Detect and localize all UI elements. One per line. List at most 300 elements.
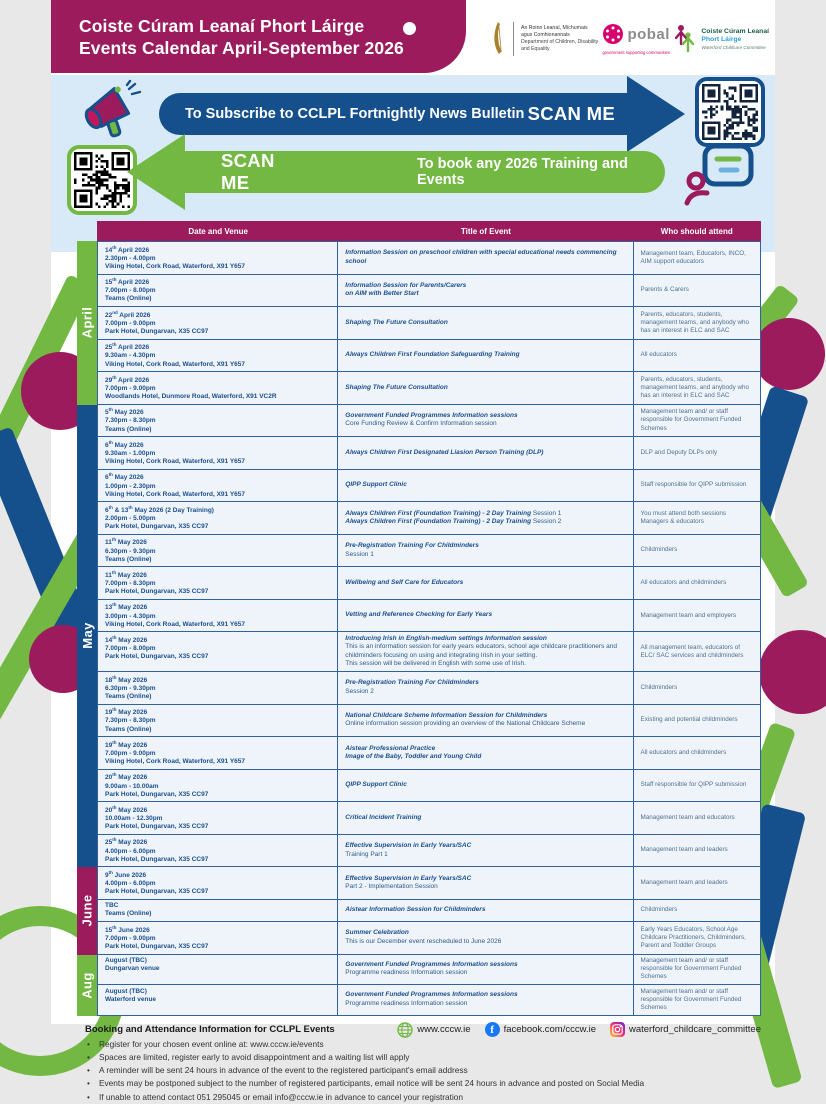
social-link-label: waterford_childcare_committee	[628, 1024, 761, 1036]
event-title-line: Vetting and Reference Checking for Early Years	[345, 611, 493, 619]
booking-banner-text: To book any 2026 Training and Events	[416, 156, 628, 188]
event-venue: Teams (Online)	[105, 425, 152, 433]
event-time: 9.30am - 4.30pm	[105, 352, 156, 360]
event-title-line: Session 1	[345, 550, 374, 558]
social-link-label: www.cccw.ie	[417, 1024, 471, 1036]
event-date: 6th May 2026	[105, 472, 144, 482]
date-venue-cell	[98, 372, 338, 404]
event-row	[97, 307, 761, 340]
event-title-cell	[338, 600, 633, 632]
event-time: 6.30pm - 9.30pm	[105, 547, 156, 555]
event-title-line: Programme readiness Information session	[345, 999, 468, 1007]
booking-arrow-head	[127, 134, 185, 210]
subscribe-arrow-head	[627, 76, 685, 152]
event-attendees: Parents, educators, students, management teams, and anybody who has an interest in ELC and SAC	[640, 375, 750, 399]
event-time: 7.00pm - 8.00pm	[105, 645, 156, 653]
event-venue: Park Hotel, Dungarvan, X35 CC97	[105, 823, 209, 831]
date-venue-cell	[98, 985, 338, 1015]
event-time: 10.00am - 12.30pm	[105, 815, 163, 823]
event-row	[97, 567, 761, 600]
event-row	[97, 737, 761, 770]
event-time: 7.00pm - 9.00pm	[105, 934, 156, 942]
partner-logos	[491, 12, 769, 66]
event-attendees: Management team and/ or staff responsible for Government Funded Schemes	[640, 408, 742, 432]
event-title-cell	[338, 802, 633, 834]
event-title-cell	[338, 985, 633, 1015]
attendees-cell	[634, 802, 760, 834]
government-logo	[491, 21, 599, 57]
event-row	[97, 835, 761, 868]
events-calendar-poster	[51, 0, 775, 1102]
event-title-cell	[338, 470, 633, 502]
event-date: 14th May 2026	[105, 634, 148, 645]
event-time: 7.30pm - 8.30pm	[105, 717, 156, 725]
event-time: 1.00pm - 2.30pm	[105, 482, 156, 490]
event-title-cell	[338, 835, 633, 867]
date-venue-cell	[98, 770, 338, 802]
pobal-logo	[602, 23, 670, 55]
event-attendees: Early Years Educators, School Age Childcare Practitioners, Childminders, Parent and Toddler Groups	[640, 925, 746, 949]
event-title-cell	[338, 242, 633, 274]
subscribe-banner	[159, 93, 629, 135]
event-title-cell	[338, 307, 633, 339]
event-attendees: Management team and educators	[640, 813, 735, 821]
date-venue-cell	[98, 437, 338, 469]
event-attendees: Management team and employers	[640, 611, 737, 619]
event-row	[97, 241, 761, 275]
event-time: 7.00pm - 9.00pm	[105, 749, 156, 757]
date-venue-cell	[98, 242, 338, 274]
events-table	[77, 221, 761, 1016]
event-row	[97, 632, 761, 672]
date-venue-cell	[98, 632, 338, 671]
event-title-line: This session will be delivered in English with some use of Irish.	[345, 660, 526, 668]
event-attendees: Existing and potential childminders	[640, 716, 738, 724]
event-title-line: Online information session providing an overview of the National Childcare Scheme	[345, 720, 586, 728]
event-venue: Park Hotel, Dungarvan, X35 CC97	[105, 888, 209, 896]
event-date: 9th June 2026	[105, 869, 147, 879]
event-venue: Park Hotel, Dungarvan, X35 CC97	[105, 855, 209, 863]
event-title-line: Pre-Registration Training For Childminders	[345, 542, 479, 550]
event-date: 25th April 2026	[105, 342, 150, 352]
event-venue: Teams (Online)	[105, 693, 152, 701]
event-title-cell	[338, 632, 633, 671]
month-label-text: April	[79, 307, 95, 339]
event-date: 11th May 2026	[105, 569, 147, 579]
event-title-line: Always Children First Foundation Safeguarding Training	[345, 351, 520, 359]
social-links	[397, 1022, 761, 1038]
event-title-line: This is our December event rescheduled to June 2026	[345, 937, 502, 945]
event-row	[97, 900, 761, 922]
cclpl-logo-text: Coiste Cúram Leanaí Phort Láirge Waterford Childcare Committee	[701, 27, 769, 50]
attendees-cell	[634, 985, 760, 1015]
event-date: 6th & 13th May 2026 (2 Day Training)	[105, 504, 214, 514]
event-title-line: Core Funding Review & Confirm Information session	[345, 420, 497, 428]
event-time: 7.00pm - 8.30pm	[105, 580, 156, 588]
event-date: 20th May 2026	[105, 772, 148, 782]
event-title-line: Always Children First (Foundation Training) - 2 Day Training Session 2	[345, 518, 562, 526]
attendees-cell	[634, 502, 760, 534]
event-attendees: DLP and Deputy DLPs only	[640, 448, 718, 456]
event-venue: Waterford venue	[105, 995, 157, 1003]
event-row	[97, 672, 761, 705]
event-attendees: Childminders	[640, 683, 678, 691]
event-row	[97, 705, 761, 738]
attendees-cell	[634, 867, 760, 899]
event-title-cell	[338, 900, 633, 921]
month-group-aug	[77, 955, 761, 1016]
attendees-cell	[634, 372, 760, 404]
event-row	[97, 405, 761, 438]
event-venue: Park Hotel, Dungarvan, X35 CC97	[105, 653, 209, 661]
event-date: 13th May 2026	[105, 602, 148, 612]
month-group-april	[77, 241, 761, 405]
date-venue-cell	[98, 405, 338, 437]
table-header-row	[97, 221, 761, 241]
event-title-line: QIPP Support Clinic	[345, 481, 407, 489]
event-venue: Viking Hotel, Cork Road, Waterford, X91 Y657	[105, 758, 246, 766]
attendees-cell	[634, 737, 760, 769]
event-row	[97, 985, 761, 1016]
subscribe-banner-text: To Subscribe to CCLPL Fortnightly News Bulletin	[185, 106, 525, 122]
decor-magenta-circle	[759, 630, 826, 714]
event-date: 6th May 2026	[105, 439, 144, 449]
event-date: 11th May 2026	[105, 537, 147, 547]
column-header-attend: Who should attend	[660, 226, 733, 236]
month-group-june	[77, 867, 761, 954]
event-date: 20th May 2026	[105, 804, 148, 814]
attendees-cell	[634, 600, 760, 632]
date-venue-cell	[98, 900, 338, 921]
social-link-website[interactable]	[397, 1022, 470, 1038]
month-group-may	[77, 405, 761, 868]
event-row	[97, 502, 761, 535]
event-title-line: Government Funded Programmes Information sessions	[345, 991, 518, 999]
event-attendees: All educators and childminders	[640, 748, 727, 756]
event-title-line: Effective Supervision in Early Years/SAC	[345, 842, 472, 850]
scan-banners	[51, 75, 775, 215]
event-title-line: QIPP Support Clinic	[345, 781, 407, 789]
attendees-cell	[634, 275, 760, 307]
event-title-line: National Childcare Scheme Information Session for Childminders	[345, 711, 548, 719]
event-date: 25th May 2026	[105, 837, 148, 847]
event-title-line: on AIM with Better Start	[345, 290, 419, 298]
event-date: 18th May 2026	[105, 674, 148, 684]
date-venue-cell	[98, 737, 338, 769]
event-venue: Viking Hotel, Cork Road, Waterford, X91 Y657	[105, 262, 246, 270]
booking-info-item: • Spaces are limited, register early to avoid disappointment and a waiting list will apply	[85, 1051, 745, 1064]
instagram-icon	[610, 1022, 625, 1037]
event-date: 5th May 2026	[105, 407, 144, 417]
event-time: 2.00pm - 5.00pm	[105, 515, 156, 523]
attendees-cell	[634, 900, 760, 921]
date-venue-cell	[98, 567, 338, 599]
month-label-text: May	[79, 622, 95, 650]
social-link-instagram[interactable]	[610, 1022, 761, 1037]
government-logo-text: An Roinn Leanaí, Míchumais agus Comhionannais Department of Children, Disability and Equality	[521, 24, 599, 53]
event-attendees: Management team and/ or staff responsible for Government Funded Schemes	[640, 987, 742, 1011]
qr-code-image	[74, 152, 130, 208]
attendees-cell	[634, 307, 760, 339]
subscribe-qr-code[interactable]	[695, 77, 765, 147]
event-venue: Park Hotel, Dungarvan, X35 CC97	[105, 790, 209, 798]
event-row	[97, 600, 761, 633]
table-body	[77, 241, 761, 1016]
month-label-text: June	[79, 894, 95, 927]
booking-info-item: • Register for your chosen event online at: www.cccw.ie/events	[85, 1038, 745, 1051]
event-title-line: Information Session on preschool children with special educational needs commencing school	[345, 249, 617, 265]
event-title-cell	[338, 405, 633, 437]
pobal-wordmark: pobal	[627, 25, 670, 43]
event-venue: Viking Hotel, Cork Road, Waterford, X91 Y657	[105, 620, 246, 628]
month-rows	[97, 955, 761, 1016]
divider	[513, 22, 514, 56]
title-line2: Events Calendar April-September 2026	[79, 38, 404, 59]
event-title-cell	[338, 567, 633, 599]
event-title-line: Always Children First Designated Liasion Person Training (DLP)	[345, 448, 544, 456]
event-time: 4.00pm - 6.00pm	[105, 880, 156, 888]
event-attendees: All management team, educators of ELC/ SAC services and childminders	[640, 643, 744, 659]
month-label-april	[77, 241, 97, 405]
date-venue-cell	[98, 705, 338, 737]
event-title-line: Effective Supervision in Early Years/SAC	[345, 874, 472, 882]
event-title-line: Critical Incident Training	[345, 813, 422, 821]
month-rows	[97, 867, 761, 954]
event-title-line: This is an information session for early years educators, school age childcare practitioners and childminders focusing on using and integrating Irish in your setting.	[345, 643, 617, 659]
event-title-cell	[338, 275, 633, 307]
event-date: 19th May 2026	[105, 739, 148, 749]
attendees-cell	[634, 340, 760, 372]
date-venue-cell	[98, 672, 338, 704]
event-date: 29th April 2026	[105, 374, 150, 384]
date-venue-cell	[98, 835, 338, 867]
date-venue-cell	[98, 922, 338, 954]
event-attendees: Management team and leaders	[640, 878, 728, 886]
booking-info-title: Booking and Attendance Information for CCLPL Events	[85, 1023, 335, 1035]
attendees-cell	[634, 835, 760, 867]
column-header-date-venue: Date and Venue	[188, 226, 248, 236]
event-title-line: Shaping The Future Consultation	[345, 383, 448, 391]
date-venue-cell	[98, 535, 338, 567]
column-header-title: Title of Event	[460, 226, 511, 236]
event-row	[97, 372, 761, 405]
event-attendees: Management team, Educators, INCO, AIM support educators	[640, 249, 746, 265]
event-title-line: Pre-Registration Training For Childminders	[345, 679, 479, 687]
decor-white-dot	[403, 22, 416, 35]
date-venue-cell	[98, 955, 338, 985]
date-venue-cell	[98, 340, 338, 372]
event-attendees: All educators and childminders	[640, 578, 727, 586]
event-title-line: Part 2 - Implementation Session	[345, 883, 438, 891]
event-attendees: Management team and leaders	[640, 846, 728, 854]
event-title-line: Shaping The Future Consultation	[345, 318, 448, 326]
booking-banner	[183, 151, 665, 193]
event-venue: Teams (Online)	[105, 555, 152, 563]
event-title-cell	[338, 867, 633, 899]
event-title-line: Government Funded Programmes Information sessions	[345, 960, 518, 968]
event-row	[97, 470, 761, 503]
event-row	[97, 275, 761, 308]
event-date: 15th April 2026	[105, 277, 150, 287]
event-title-cell	[338, 672, 633, 704]
event-venue: Viking Hotel, Cork Road, Waterford, X91 Y657	[105, 360, 246, 368]
event-date: 15th June 2026	[105, 924, 150, 934]
cclpl-people-icon	[673, 24, 697, 54]
event-title-cell	[338, 955, 633, 985]
event-attendees: Management team and/ or staff responsible for Government Funded Schemes	[640, 957, 742, 981]
event-title-line: Wellbeing and Self Care for Educators	[345, 578, 464, 586]
decor-magenta-circle	[753, 318, 825, 390]
event-date: August (TBC)	[105, 957, 147, 965]
event-venue: Park Hotel, Dungarvan, X35 CC97	[105, 523, 209, 531]
event-title-line: Introducing Irish in English-medium settings Information session	[345, 634, 547, 642]
event-attendees: Childminders	[640, 906, 678, 914]
attendees-cell	[634, 437, 760, 469]
month-label-june	[77, 867, 97, 954]
event-attendees: All educators	[640, 351, 677, 359]
month-rows	[97, 241, 761, 405]
website-globe-icon	[397, 1022, 413, 1038]
event-venue: Teams (Online)	[105, 295, 152, 303]
event-time: 7.00pm - 9.00pm	[105, 384, 156, 392]
event-venue: Dungarvan venue	[105, 965, 160, 973]
event-venue: Viking Hotel, Cork Road, Waterford, X91 Y657	[105, 458, 246, 466]
event-title-line: Programme readiness Information session	[345, 969, 468, 977]
event-venue: Viking Hotel, Cork Road, Waterford, X91 Y657	[105, 490, 246, 498]
subscribe-scan-me-label: SCAN ME	[527, 103, 615, 124]
booking-scan-me-label: SCAN ME	[221, 150, 275, 193]
event-title-cell	[338, 705, 633, 737]
attendees-cell	[634, 632, 760, 671]
attendees-cell	[634, 470, 760, 502]
booking-info-item: • If unable to attend contact 051 295045 or email info@cccw.ie in advance to cancel your registration	[85, 1091, 745, 1104]
event-title-cell	[338, 340, 633, 372]
event-title-line: Session 2	[345, 687, 374, 695]
event-title-cell	[338, 437, 633, 469]
event-venue: Woodlands Hotel, Dunmore Road, Waterford, X91 VC2R	[105, 393, 277, 401]
event-date: TBC	[105, 902, 119, 910]
event-row	[97, 437, 761, 470]
event-date: 14th April 2026	[105, 244, 150, 254]
month-label-aug	[77, 955, 97, 1016]
title-banner	[51, 0, 466, 73]
footer	[51, 1016, 775, 1104]
event-title-line: Aistear Information Session for Childminders	[345, 906, 486, 914]
pobal-icon	[602, 23, 624, 45]
event-title-line: Information Session for Parents/Carers	[345, 281, 467, 289]
harp-icon	[491, 21, 506, 57]
title-line1: Coiste Cúram Leanaí Phort Láirge	[79, 16, 365, 36]
pobal-tagline: government supporting communities	[602, 50, 670, 55]
qr-code-image	[702, 84, 758, 140]
event-attendees: Childminders	[640, 546, 678, 554]
event-title-line: Always Children First (Foundation Training) - 2 Day Training Session 1	[345, 509, 562, 517]
date-venue-cell	[98, 502, 338, 534]
attendees-cell	[634, 770, 760, 802]
attendees-cell	[634, 242, 760, 274]
event-title-line: Image of the Baby, Toddler and Young Child	[345, 752, 482, 760]
event-attendees: Parents, educators, students, management teams, and anybody who has an interest in ELC and SAC	[640, 310, 750, 334]
cclpl-logo	[673, 24, 769, 54]
event-attendees: You must attend both sessions Managers & educators	[640, 509, 727, 526]
date-venue-cell	[98, 470, 338, 502]
event-time: 9.00am - 10.00am	[105, 782, 159, 790]
event-date: 19th May 2026	[105, 707, 148, 717]
date-venue-cell	[98, 600, 338, 632]
attendees-cell	[634, 922, 760, 954]
event-title-cell	[338, 770, 633, 802]
attendees-cell	[634, 405, 760, 437]
date-venue-cell	[98, 867, 338, 899]
event-title-cell	[338, 535, 633, 567]
event-title-line: Government Funded Programmes Information sessions	[345, 411, 518, 419]
event-date: 22nd April 2026	[105, 309, 151, 319]
event-attendees: Staff responsible for QIPP submission	[640, 781, 747, 789]
event-title-line: Training Part 1	[345, 850, 388, 858]
event-title-cell	[338, 372, 633, 404]
event-attendees: Staff responsible for QIPP submission	[640, 481, 747, 489]
event-time: 7.00pm - 8.00pm	[105, 287, 156, 295]
event-venue: Park Hotel, Dungarvan, X35 CC97	[105, 588, 209, 596]
event-attendees: Parents & Carers	[640, 286, 689, 294]
month-rows	[97, 405, 761, 868]
attendees-cell	[634, 535, 760, 567]
event-title-cell	[338, 737, 633, 769]
event-row	[97, 867, 761, 900]
event-venue: Park Hotel, Dungarvan, X35 CC97	[105, 327, 209, 335]
date-venue-cell	[98, 275, 338, 307]
event-row	[97, 770, 761, 803]
event-venue: Park Hotel, Dungarvan, X35 CC97	[105, 943, 209, 950]
facebook-icon: f	[485, 1022, 500, 1037]
event-row	[97, 955, 761, 986]
attendees-cell	[634, 955, 760, 985]
attendees-cell	[634, 567, 760, 599]
event-time: 7.00pm - 9.00pm	[105, 319, 156, 327]
chat-person-icon	[683, 143, 757, 207]
attendees-cell	[634, 705, 760, 737]
date-venue-cell	[98, 307, 338, 339]
event-date: August (TBC)	[105, 987, 147, 995]
event-venue: Teams (Online)	[105, 910, 152, 918]
date-venue-cell	[98, 802, 338, 834]
header	[51, 0, 775, 75]
booking-info-list	[85, 1038, 755, 1104]
booking-info-item: • A reminder will be sent 24 hours in advance of the event to the registered participant's email address	[85, 1064, 745, 1077]
event-row	[97, 340, 761, 373]
social-link-facebook[interactable]	[485, 1022, 596, 1037]
event-time: 7.30pm - 8.30pm	[105, 417, 156, 425]
event-time: 3.00pm - 4.30pm	[105, 612, 156, 620]
month-label-may	[77, 405, 97, 868]
social-link-label: facebook.com/cccw.ie	[503, 1024, 596, 1036]
event-time: 6.30pm - 9.30pm	[105, 684, 156, 692]
month-label-text: Aug	[79, 971, 95, 999]
event-title-line: Aistear Professional Practice	[345, 744, 436, 752]
event-row	[97, 535, 761, 568]
attendees-cell	[634, 672, 760, 704]
event-time: 2.30pm - 4.00pm	[105, 254, 156, 262]
event-title-cell	[338, 922, 633, 954]
event-time: 4.00pm - 6.00pm	[105, 847, 156, 855]
event-title-line: Summer Celebration	[345, 929, 409, 937]
event-venue: Teams (Online)	[105, 725, 152, 733]
event-row	[97, 922, 761, 955]
event-title-cell	[338, 502, 633, 534]
event-row	[97, 802, 761, 835]
event-time: 9.30am - 1.00pm	[105, 449, 156, 457]
megaphone-icon	[77, 81, 143, 141]
